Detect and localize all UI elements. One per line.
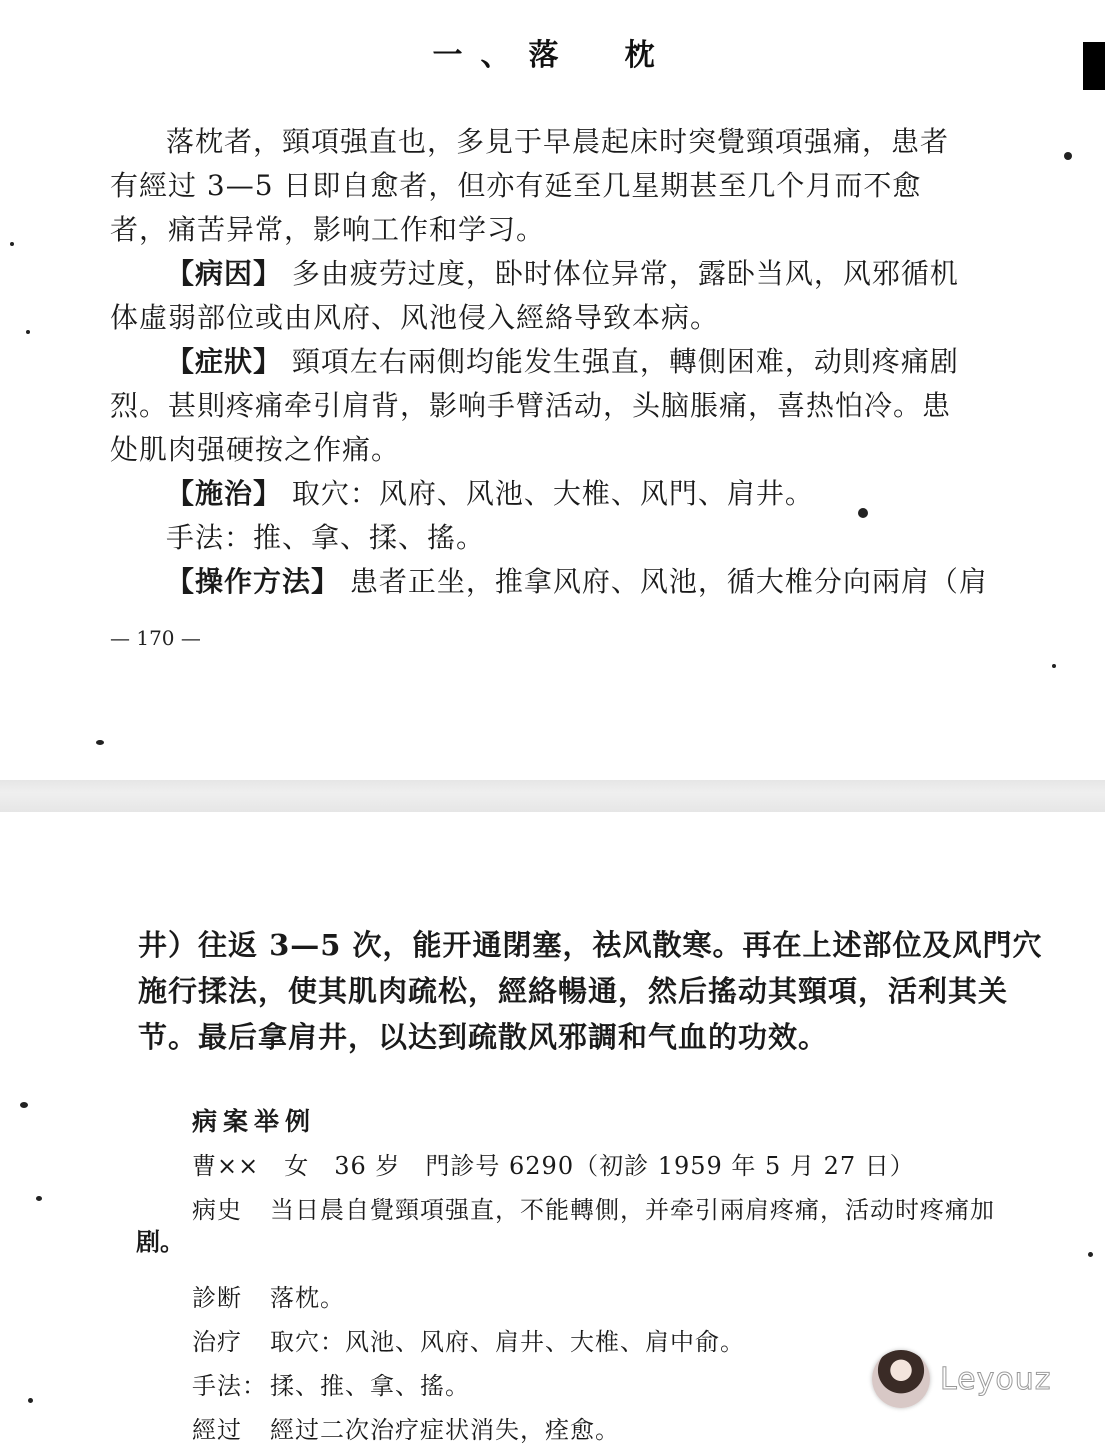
continuation-line1: 井）往返 3—5 次，能开通閉塞，祛风散寒。再在上述部位及风門穴: [138, 928, 1043, 962]
continuation-line3: 节。最后拿肩井，以达到疏散风邪調和气血的功效。: [138, 1020, 829, 1054]
symptom-line1: [110, 340, 959, 384]
scan-speck: [96, 740, 104, 745]
scan-speck: [1064, 152, 1072, 160]
watermark-text: Leyouz: [940, 1361, 1052, 1397]
treatment-text: 取穴：风府、风池、大椎、风門、肩井。: [291, 477, 814, 510]
continuation-line2: 施行揉法，使其肌肉疏松，經絡暢通，然后搖动其頸項，活利其关: [138, 974, 1009, 1008]
treatment-line: [110, 472, 950, 516]
page-edge-marker: [1083, 42, 1105, 90]
watermark: [872, 1350, 1052, 1408]
page-separator: [0, 780, 1105, 812]
therapy-text: 取穴：风池、风府、肩井、大椎、肩中俞。: [270, 1328, 745, 1356]
technique-label: 手法：: [192, 1372, 267, 1400]
paragraph1-line2: 有經过 3—5 日即自愈者，但亦有延至几星期甚至几个月而不愈: [110, 169, 922, 202]
diagnosis-label: 診断: [192, 1284, 242, 1312]
symptom-label: 【症狀】: [166, 345, 283, 378]
history-continuation: 剧。: [136, 1227, 184, 1256]
scan-speck: [36, 1196, 42, 1201]
history-text: 当日晨自覺頸項强直，不能轉側，并牵引兩肩疼痛，活动时疼痛加: [270, 1196, 995, 1224]
history-label: 病史: [192, 1196, 242, 1224]
top-body-text: [110, 120, 988, 604]
scan-speck: [858, 508, 868, 518]
symptom-text1: 頸項左右兩側均能发生强直，轉側困难，动則疼痛剧: [291, 345, 959, 378]
scan-speck: [20, 1102, 28, 1108]
treatment-label: 【施治】: [166, 477, 283, 510]
paragraph1-line3: 者，痛苦异常，影响工作和学习。: [110, 213, 546, 246]
operation-label: 【操作方法】: [166, 565, 341, 598]
avatar-photo-icon: [872, 1350, 930, 1408]
course-text: 經过二次治疗症状消失，痊愈。: [270, 1416, 620, 1444]
history-line: [192, 1188, 995, 1232]
cause-label: 【病因】: [166, 257, 283, 290]
therapy-label: 治疗: [192, 1328, 242, 1356]
operation-text: 患者正坐，推拿风府、风池，循大椎分向兩肩（肩: [349, 565, 988, 598]
scan-speck: [1088, 1252, 1093, 1257]
technique-line: 手法：推、拿、揉、搖。: [166, 521, 486, 554]
cause-text1: 多由疲劳过度，卧时体位异常，露卧当风，风邪循机: [291, 257, 959, 290]
scan-speck: [26, 330, 30, 334]
symptom-line3: 处肌肉强硬按之作痛。: [110, 433, 401, 466]
technique-text: 揉、推、拿、搖。: [270, 1372, 470, 1400]
course-label: 經过: [192, 1416, 242, 1444]
scan-speck: [10, 242, 14, 246]
scan-speck: [28, 1398, 33, 1403]
section-title: 一、落 枕: [432, 38, 673, 73]
page-number: — 170 —: [110, 626, 201, 650]
case-title: 病案举例: [192, 1107, 317, 1136]
cause-line2: 体虛弱部位或由风府、风池侵入經絡导致本病。: [110, 301, 720, 334]
patient-info: 曹×× 女 36 岁 門診号 6290（初診 1959 年 5 月 27 日）: [192, 1152, 915, 1180]
operation-line: [110, 560, 988, 604]
scan-speck: [1052, 664, 1056, 668]
continuation-text: [138, 922, 1043, 1060]
cause-line1: [110, 252, 959, 296]
symptom-line2: 烈。甚則疼痛牵引肩背，影响手臂活动，头脑脹痛，喜热怕冷。患: [110, 389, 952, 422]
diagnosis-line: [192, 1276, 992, 1320]
paragraph1-line1: 落枕者，頸項强直也，多見于早晨起床时突覺頸項强痛，患者: [166, 125, 950, 158]
diagnosis-text: 落枕。: [270, 1284, 345, 1312]
course-line: [192, 1408, 992, 1452]
